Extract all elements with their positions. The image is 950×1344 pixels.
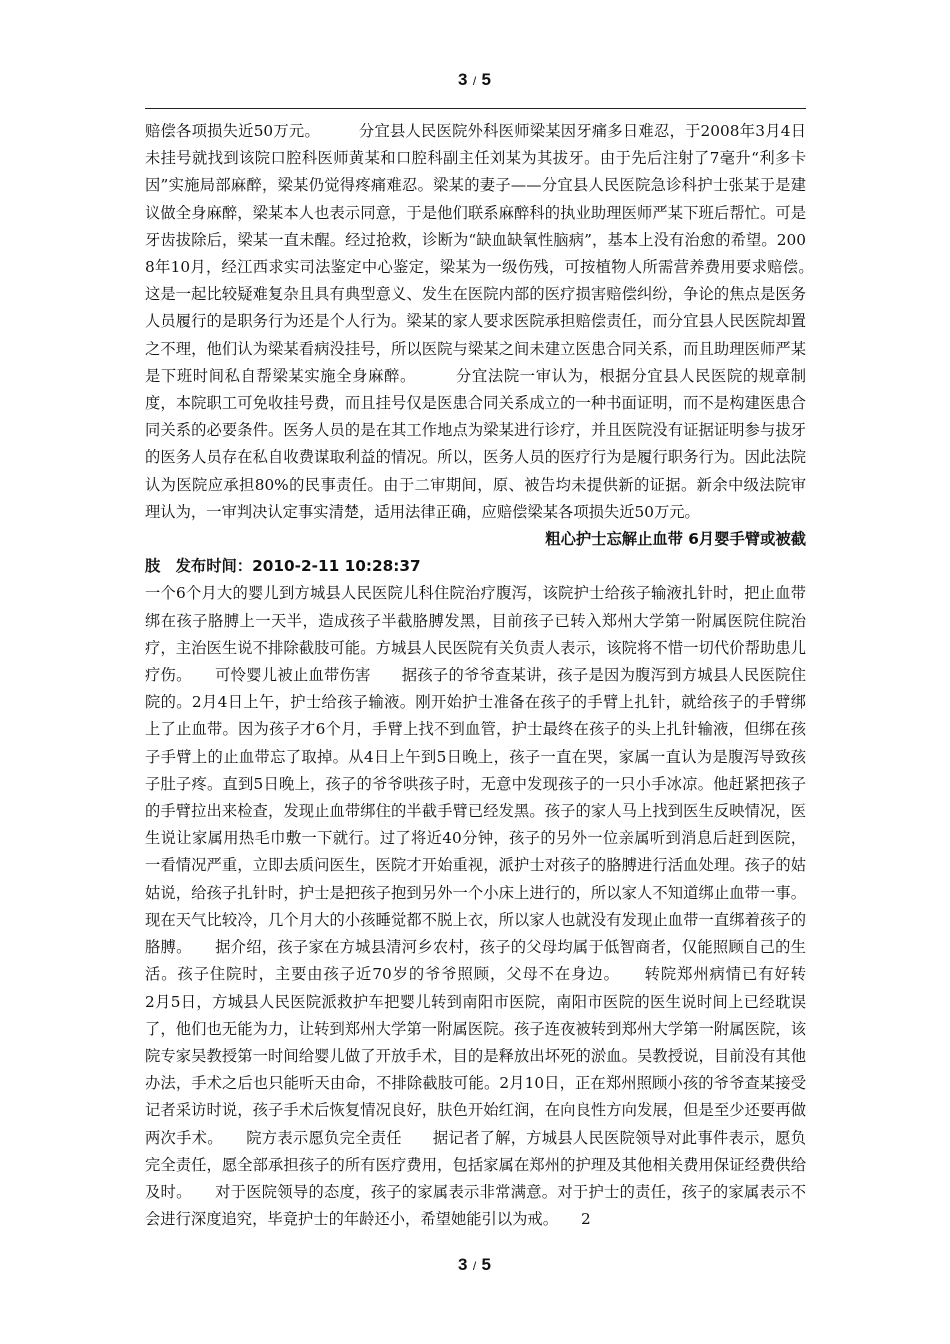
page-number-bottom	[0, 1255, 950, 1275]
page-number-total-bottom: 5	[481, 1255, 492, 1274]
article-2-title-continued: 肢 发布时间：2010-2-11 10:28:37	[145, 557, 421, 576]
page-number-top	[0, 70, 950, 90]
article-1-text: 赔偿各项损失近50万元。 分宜县人民医院外科医师梁某因牙痛多日难忍，于2008年3月4日未挂号就找到该院口腔科医师黄某和口腔科副主任刘某为其拔牙。由于先后注射了7毫升“利多卡因”实施局部麻醉，梁某仍觉得疼痛难忍。梁某的妻子——分宜县人民医院急诊科护士张某于是建议做全身麻醉，梁某本人也表示同意，于是他们联系麻醉科的执业助理医师严某下班后帮忙。可是牙齿拔除后，梁某一直未醒。经过抢救，诊断为“缺血缺氧性脑病”，基本上没有治愈的希望。2008年10月，经江西求实司法鉴定中心鉴定，梁某为一级伤残，可按植物人所需营养费用要求赔偿。 这是一起比较疑难复杂且具有典型意义、发生在医院内部的医疗损害赔偿纠纷，争论的焦点是医务人员履行的是职务行为还是个人行为。梁某的家人要求医院承担赔偿责任，而分宜县人民医院却置之不理，他们认为梁某看病没挂号，所以医院与梁某之间未建立医患合同关系，而且助理医师严某是下班时间私自帮梁某实施全身麻醉。 分宜法院一审认为，根据分宜县人民医院的规章制度，本院职工可免收挂号费，而且挂号仅是医患合同关系成立的一种书面证明，而不是构建医患合同关系的必要条件。医务人员的是在其工作地点为梁某进行诊疗，并且医院没有证据证明参与拔牙的医务人员存在私自收费谋取利益的情况。所以，医务人员的医疗行为是履行职务行为。因此法院认为医院应承担80%的民事责任。由于二审期间，原、被告均未提供新的证据。新余中级法院审理认为，一审判决认定事实清楚，适用法律正确，应赔偿梁某各项损失近50万元。	[145, 122, 852, 521]
page-number-total: 5	[481, 70, 492, 89]
article-2-title: 粗心护士忘解止血带 6月婴手臂或被截	[545, 530, 806, 549]
article-2-text: 一个6个月大的婴儿到方城县人民医院儿科住院治疗腹泻，该院护士给孩子输液扎针时，把止血带绑在孩子胳膊上一天半，造成孩子半截胳膊发黑，目前孩子已转入郑州大学第一附属医院住院治疗，主治医生说不排除截肢可能。方城县人民医院有关负责人表示，该院将不惜一切代价帮助患儿疗伤。 可怜婴儿被止血带伤害 据孩子的爷爷查某讲，孩子是因为腹泻到方城县人民医院住院的。2月4日上午，护士给孩子输液。刚开始护士准备在孩子的手臂上扎针，就给孩子的手臂绑上了止血带。因为孩子才6个月，手臂上找不到血管，护士最终在孩子的头上扎针输液，但绑在孩子手臂上的止血带忘了取掉。从4日上午到5日晚上，孩子一直在哭，家属一直认为是腹泻导致孩子肚子疼。直到5日晚上，孩子的爷爷哄孩子时，无意中发现孩子的一只小手冰凉。他赶紧把孩子的手臂拉出来检查，发现止血带绑住的半截手臂已经发黑。孩子的家人马上找到医生反映情况，医生说让家属用热毛巾敷一下就行。过了将近40分钟，孩子的另外一位亲属听到消息后赶到医院，一看情况严重，立即去质问医生，医院才开始重视，派护士对孩子的胳膊进行活血处理。孩子的姑姑说，给孩子扎针时，护士是把孩子抱到另外一个小床上进行的，所以家人不知道绑止血带一事。现在天气比较冷，几个月大的小孩睡觉都不脱上衣，所以家人也就没有发现止血带一直绑着孩子的胳膊。 据介绍，孩子家在方城县清河乡农村，孩子的父母均属于低智商者，仅能照顾自己的生活。孩子住院时，主要由孩子近70岁的爷爷照顾，父母不在身边。 转院郑州病情已有好转 2月5日，方城县人民医院派救护车把婴儿转到南阳市医院，南阳市医院的医生说时间上已经耽误了，他们也无能为力，让转到郑州大学第一附属医院。孩子连夜被转到郑州大学第一附属医院，该院专家吴教授第一时间给婴儿做了开放手术，目的是释放出坏死的淤血。吴教授说，目前没有其他办法，手术之后也只能听天由命，不排除截肢可能。2月10日，正在郑州照顾小孩的爷爷查某接受记者采访时说，孩子手术后恢复情况良好，肤色开始红润，在向良性方向发展，但是至少还要再做两次手术。 院方表示愿负完全责任 据记者了解，方城县人民医院领导对此事件表示，愿负完全责任，愿全部承担孩子的所有医疗费用，包括家属在郑州的护理及其他相关费用保证经费供给及时。 对于医院领导的态度，孩子的家属表示非常满意。对于护士的责任，孩子的家属表示不会进行深度追究，毕竟护士的年龄还小，希望她能引以为戒。 2	[145, 584, 837, 1229]
page-number-current-bottom: 3	[458, 1255, 469, 1274]
document-body	[145, 118, 852, 1233]
page-number-separator-bottom: /	[468, 1259, 482, 1273]
header-rule	[145, 108, 806, 109]
page-number-current: 3	[458, 70, 469, 89]
page-number-separator: /	[468, 74, 482, 88]
